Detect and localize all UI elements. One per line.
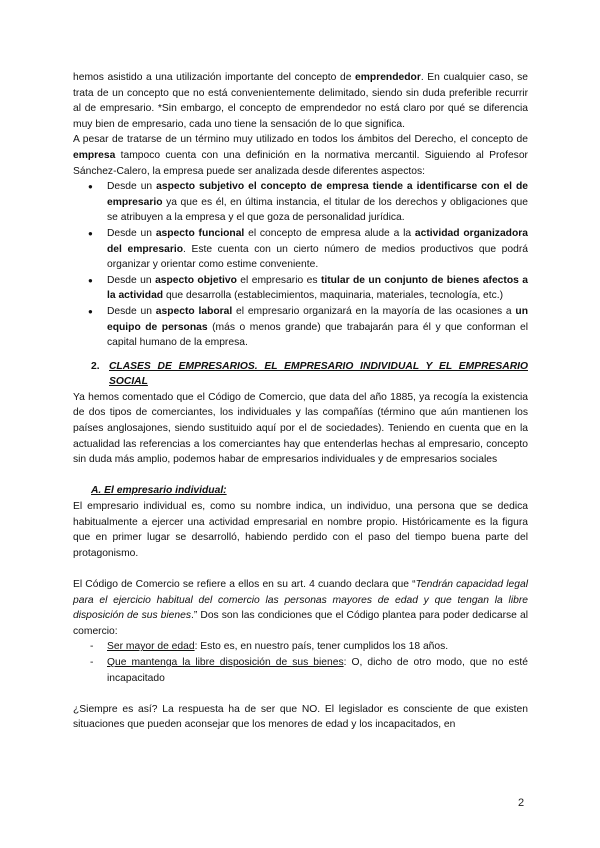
paragraph-clases-intro: Ya hemos comentado que el Código de Comercio, que data del año 1885, ya recogía la existencia de dos tipos de comerciantes, los individuales y las compañías (término que aún mantienen los países anglosajones, siendo sustituido aquí por el de sociedades). Teniendo en cuenta que en la actualidad las referencias a los comerciantes hay que entenderlas hechas al empresario, concepto sin duda más amplio, podemos habar de empresarios individuales y de empresarios sociales: [73, 391, 528, 466]
list-item: ● Desde un aspecto objetivo el empresario es titular de un conjunto de bienes afectos a la actividad que desarrolla (establecimientos, maquinaria, materiales, tecnología, etc.): [107, 273, 528, 304]
spacer: [73, 686, 528, 702]
bold-term: empresa: [73, 149, 116, 161]
legal-quote: Tendrán capacidad legal para el ejercicio habitual del comercio las personas mayores de edad y que tengan la libre disposición de sus bienes: [73, 579, 528, 622]
section-heading: [73, 359, 528, 390]
subsection-heading: A. El empresario individual:: [91, 485, 227, 497]
bold-term: emprendedor: [355, 72, 421, 83]
list-item: ● Desde un aspecto laboral el empresario organizará en la mayoría de las ocasiones a un equipo de personas (más o menos grande) que trabajarán para él y que conforman el capital humano de la empresa.: [107, 304, 528, 351]
condition-label: Que mantenga la libre disposición de sus bienes: [107, 656, 344, 668]
paragraph-codigo-comercio: El Código de Comercio se refiere a ellos en su art. 4 cuando declara que “Tendrán capacidad legal para el ejercicio habitual del comercio las personas mayores de edad y que tengan la libre disposición de sus bienes.” Dos son las condiciones que el Código plantea para poder dedicarse al comercio:: [73, 579, 528, 637]
page-number: 2: [518, 797, 525, 809]
condition-label: Ser mayor de edad: [107, 641, 195, 653]
spacer: [73, 468, 528, 484]
section-number: 2.: [91, 360, 100, 372]
conditions-list: [73, 639, 528, 686]
page-content: [73, 70, 528, 733]
section-title: CLASES DE EMPRESARIOS. EL EMPRESARIO INDIVIDUAL Y EL EMPRESARIO SOCIAL: [109, 360, 528, 388]
aspects-list: [73, 179, 528, 351]
list-item: - Que mantenga la libre disposición de sus bienes: O, dicho de otro modo, que no esté incapacitado: [107, 655, 528, 686]
list-item: ● Desde un aspecto funcional el concepto de empresa alude a la actividad organizadora del empresario. Este cuenta con un cierto número de medios productivos que podrá organizar y orientar como estime conveniente.: [107, 226, 528, 273]
list-item: ● Desde un aspecto subjetivo el concepto de empresa tiende a identificarse con el de empresario ya que es él, en última instancia, el titular de los derechos y obligaciones que se atribuyen a la empresa y el que goza de personalidad jurídica.: [107, 179, 528, 226]
paragraph-emprendedor: hemos asistido a una utilización importante del concepto de emprendedor. En cualquier caso, se trata de un concepto que no está convenientemente delimitado, siendo sin duda preferible recurrir al de empresario. *Sin embargo, el concepto de emprendedor no está claro por qué se diferencia muy bien de empresario, cada uno tiene la sensación de lo que significa.: [73, 72, 528, 130]
list-item: - Ser mayor de edad: Esto es, en nuestro país, tener cumplidos los 18 años.: [107, 639, 528, 655]
paragraph-empresa-concepto: A pesar de tratarse de un término muy utilizado en todos los ámbitos del Derecho, el concepto de empresa tampoco cuenta con una definición en la normativa mercantil. Siguiendo al Profesor Sánchez-Calero, la empresa puede ser analizada desde diferentes aspectos:: [73, 134, 528, 177]
paragraph-siempre: ¿Siempre es así? La respuesta ha de ser que NO. El legislador es consciente de que existen situaciones que pueden aconsejar que los menores de edad y los incapacitados, en: [73, 703, 528, 731]
spacer: [73, 561, 528, 577]
paragraph-empresario-individual: El empresario individual es, como su nombre indica, un individuo, una persona que se dedica habitualmente a ejercer una actividad empresarial en nombre propio. Históricamente es la figura que en primer lugar se desarrolló, habiendo perdido con el paso del tiempo buena parte del protagonismo.: [73, 501, 528, 559]
